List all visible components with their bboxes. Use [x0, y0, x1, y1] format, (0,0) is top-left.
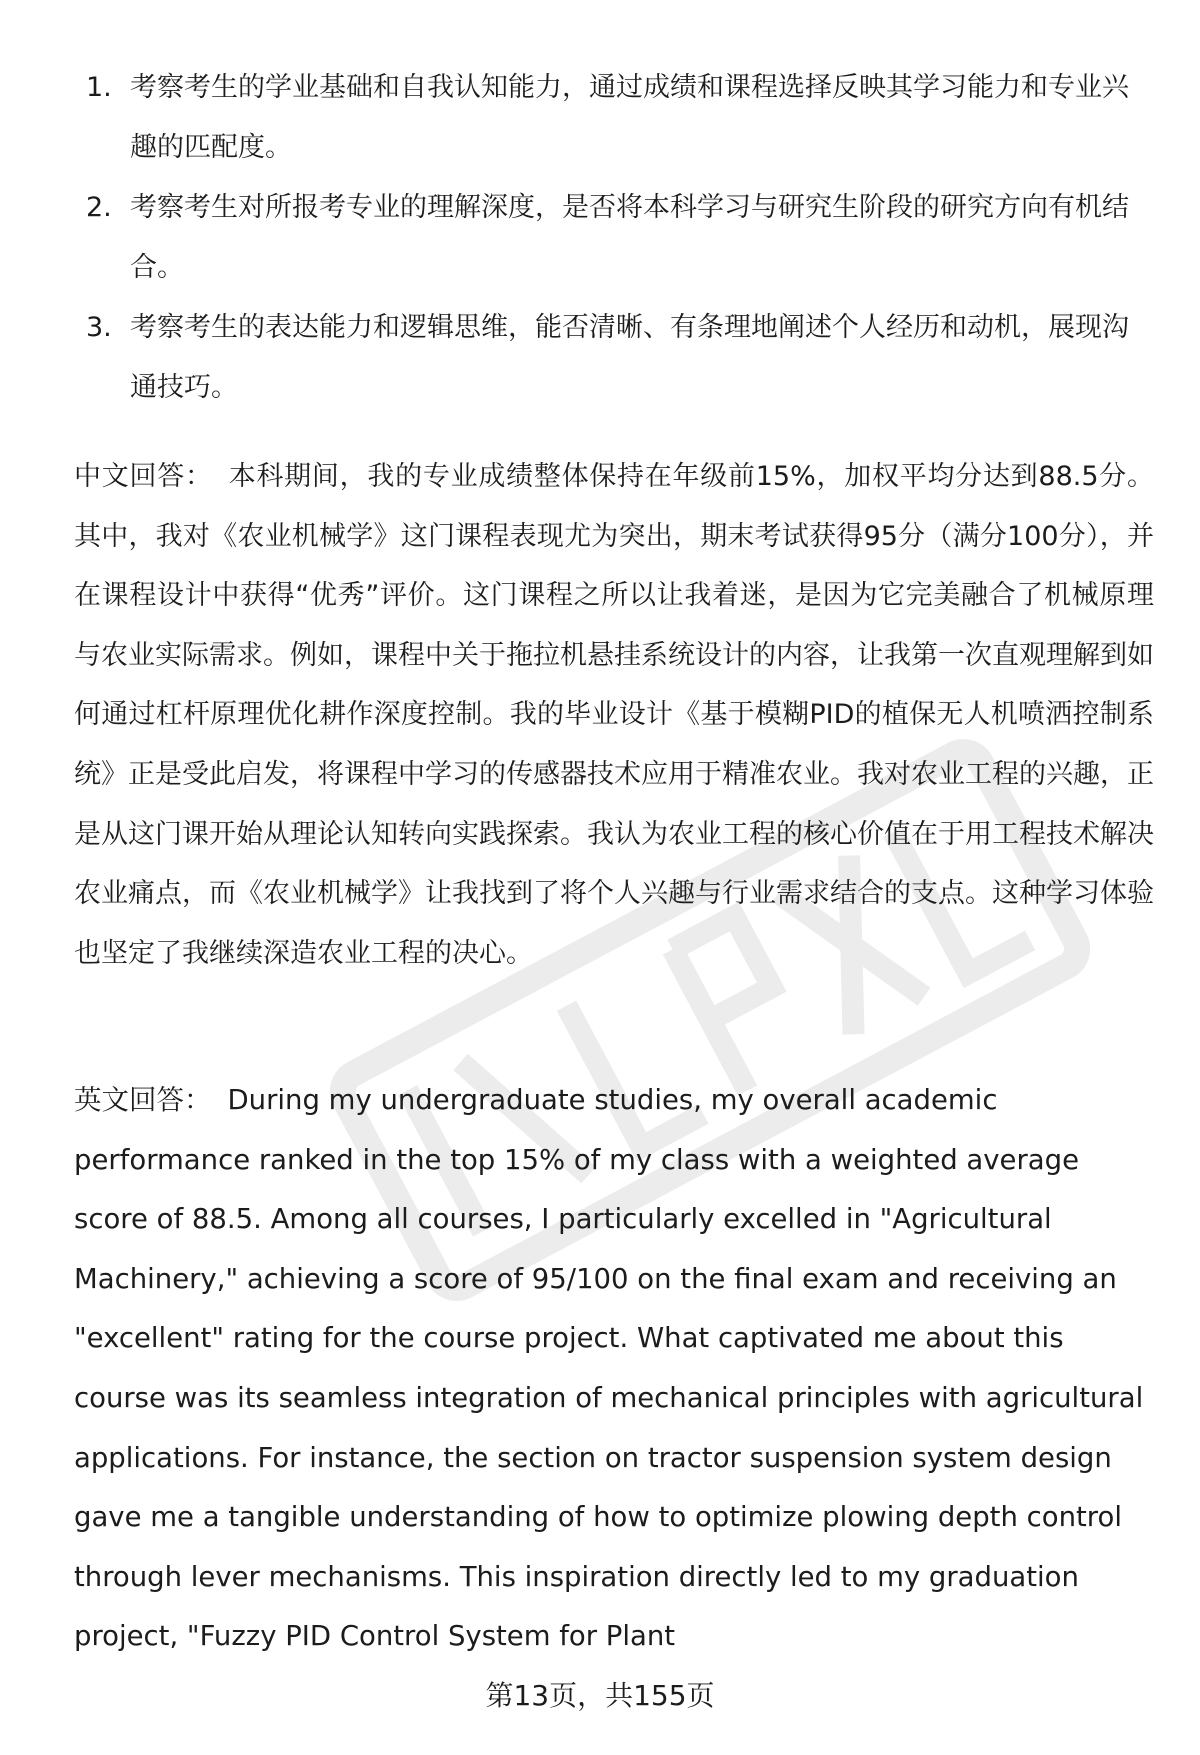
- chinese-answer-label: 中文回答：: [74, 461, 213, 492]
- chinese-answer-paragraph: [74, 447, 1154, 983]
- criteria-text: 考察考生对所报考专业的理解深度，是否将本科学习与研究生阶段的研究方向有机结合。: [130, 192, 1129, 283]
- english-answer-text: During my undergraduate studies, my overall academic performance ranked in the top 15% of my class with a weighted average score of 88.5. Among all courses, I particularly excelled in "Agricultural Machinery," achieving a score of 95/100 on the final exam and receiving an "excellent" rating for the course project. What captivated me about this course was its seamless integration of mechanical principles with agricultural applications. For instance, the section on tractor suspension system design gave me a tangible understanding of how to optimize plowing depth control through lever mechanisms. This inspiration directly led to my graduation project, "Fuzzy PID Control System for Plant: [74, 1084, 1144, 1653]
- criteria-text: 考察考生的学业基础和自我认知能力，通过成绩和课程选择反映其学习能力和专业兴趣的匹配度。: [130, 72, 1129, 163]
- criteria-item: [86, 298, 1146, 418]
- criteria-number: 2.: [86, 192, 112, 223]
- english-answer-paragraph: [74, 1071, 1154, 1667]
- criteria-number: 3.: [86, 312, 112, 343]
- criteria-number: 1.: [86, 72, 112, 103]
- criteria-item: [86, 58, 1146, 178]
- criteria-list: [86, 58, 1146, 418]
- page-footer: 第13页，共155页: [485, 1679, 715, 1712]
- criteria-item: [86, 178, 1146, 298]
- criteria-text: 考察考生的表达能力和逻辑思维，能否清晰、有条理地阐述个人经历和动机，展现沟通技巧。: [130, 312, 1129, 403]
- english-answer-label: 英文回答：: [74, 1084, 212, 1116]
- chinese-answer-text: 本科期间，我的专业成绩整体保持在年级前15%，加权平均分达到88.5分。其中，我对《农业机械学》这门课程表现尤为突出，期末考试获得95分（满分100分），并在课程设计中获得“优秀”评价。这门课程之所以让我着迷，是因为它完美融合了机械原理与农业实际需求。例如，课程中关于拖拉机悬挂系统设计的内容，让我第一次直观理解到如何通过杠杆原理优化耕作深度控制。我的毕业设计《基于模糊PID的植保无人机喷洒控制系统》正是受此启发，将课程中学习的传感器技术应用于精准农业。我对农业工程的兴趣，正是从这门课开始从理论认知转向实践探索。我认为农业工程的核心价值在于用工程技术解决农业痛点，而《农业机械学》让我找到了将个人兴趣与行业需求结合的支点。这种学习体验也坚定了我继续深造农业工程的决心。: [74, 461, 1154, 969]
